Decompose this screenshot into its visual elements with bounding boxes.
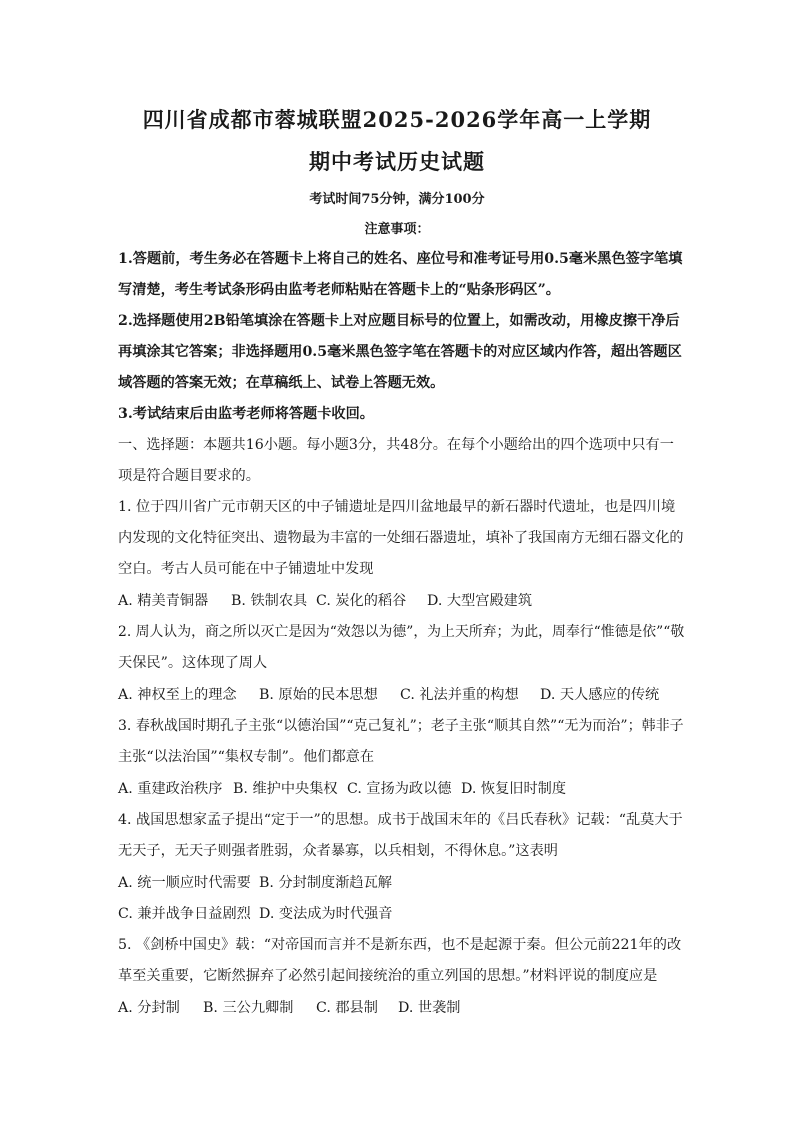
question-3-option-b: B. 维护中央集权 [233,781,338,797]
question-2-stem: 天保民”。这体现了周人 [118,655,268,671]
question-4-option-a: A. 统一顺应时代需要 [118,875,251,891]
question-4-option-b: B. 分封制度渐趋瓦解 [259,875,392,891]
question-3-option-d: D. 恢复旧时制度 [461,781,567,797]
exam-info: 考试时间75分钟，满分100分 [309,192,485,207]
question-5-option-a: A. 分封制 [118,1000,180,1016]
question-5-option-d: D. 世袭制 [398,1000,461,1016]
question-5-option-c: C. 郡县制 [316,1000,378,1016]
question-2-option-c: C. 礼法并重的构想 [400,687,519,703]
section-instructions: 项是符合题目要求的。 [118,468,260,484]
notice-line: 写清楚，考生考试条形码由监考老师粘贴在答题卡上的“贴条形码区”。 [118,282,560,298]
notice-line: 1.答题前，考生务必在答题卡上将自己的姓名、座位号和准考证号用0.5毫米黑色签字笔填 [118,251,683,267]
exam-title-line2: 期中考试历史试题 [309,149,485,174]
question-1-option-c: C. 炭化的稻谷 [316,593,407,609]
exam-title-line1: 四川省成都市蓉城联盟2025-2026学年高一上学期 [142,107,652,132]
question-3-stem: 3. 春秋战国时期孔子主张“以德治国”“克己复礼”；老子主张“顺其自然”“无为而治”；韩非子 [118,718,684,734]
notice-line: 再填涂其它答案；非选择题用0.5毫米黑色签字笔在答题卡的对应区域内作答，超出答题区 [118,344,682,360]
question-1-stem: 内发现的文化特征突出、遗物最为丰富的一处细石器遗址，填补了我国南方无细石器文化的 [118,530,684,546]
question-1-option-a: A. 精美青铜器 [118,593,209,609]
question-4-stem: 无天子，无天子则强者胜弱，众者暴寡，以兵相刬，不得休息。”这表明 [118,843,558,859]
question-5-stem: 革至关重要，它断然摒弃了必然引起间接统治的重立列国的思想。”材料评说的制度应是 [118,968,658,984]
question-2-option-d: D. 天人感应的传统 [540,687,660,703]
question-2-stem: 2. 周人认为，商之所以灭亡是因为“效怨以为德”，为上天所弃；为此，周奉行“惟德是依”“敬 [118,624,685,640]
notice-line: 域答题的答案无效；在草稿纸上、试卷上答题无效。 [118,375,445,391]
question-5-stem: 5. 《剑桥中国史》载：“对帝国而言并不是新东西，也不是起源于秦。但公元前221年的改 [118,937,682,953]
question-4-option-c: C. 兼并战争日益剧烈 [118,906,251,922]
question-2-option-b: B. 原始的民本思想 [259,687,378,703]
notice-line: 3.考试结束后由监考老师将答题卡收回。 [118,406,374,422]
question-5-option-b: B. 三公九卿制 [203,1000,294,1016]
question-4-option-d: D. 变法成为时代强音 [259,906,393,922]
question-3-option-c: C. 宣扬为政以德 [347,781,452,797]
notice-line: 2.选择题使用2B铅笔填涂在答题卡上对应题目标号的位置上，如需改动，用橡皮擦干净后 [118,313,680,329]
section-instructions: 一、选择题：本题共16小题。每小题3分，共48分。在每个小题给出的四个选项中只有一 [118,437,674,453]
question-1-stem: 空白。考古人员可能在中子铺遗址中发现 [118,561,374,577]
question-1-option-d: D. 大型宫殿建筑 [427,593,533,609]
question-3-option-a: A. 重建政治秩序 [118,781,223,797]
question-1-stem: 1. 位于四川省广元市朝天区的中子铺遗址是四川盆地最早的新石器时代遗址，也是四川境 [118,499,676,515]
question-4-stem: 4. 战国思想家孟子提出“定于一”的思想。成书于战国末年的《吕氏春秋》记载：“乱莫大于 [118,812,683,828]
question-1-option-b: B. 铁制农具 [231,593,308,609]
notice-heading: 注意事项： [364,222,430,237]
question-3-stem: 主张“以法治国”“集权专制”。他们都意在 [118,749,375,765]
question-2-option-a: A. 神权至上的理念 [118,687,237,703]
